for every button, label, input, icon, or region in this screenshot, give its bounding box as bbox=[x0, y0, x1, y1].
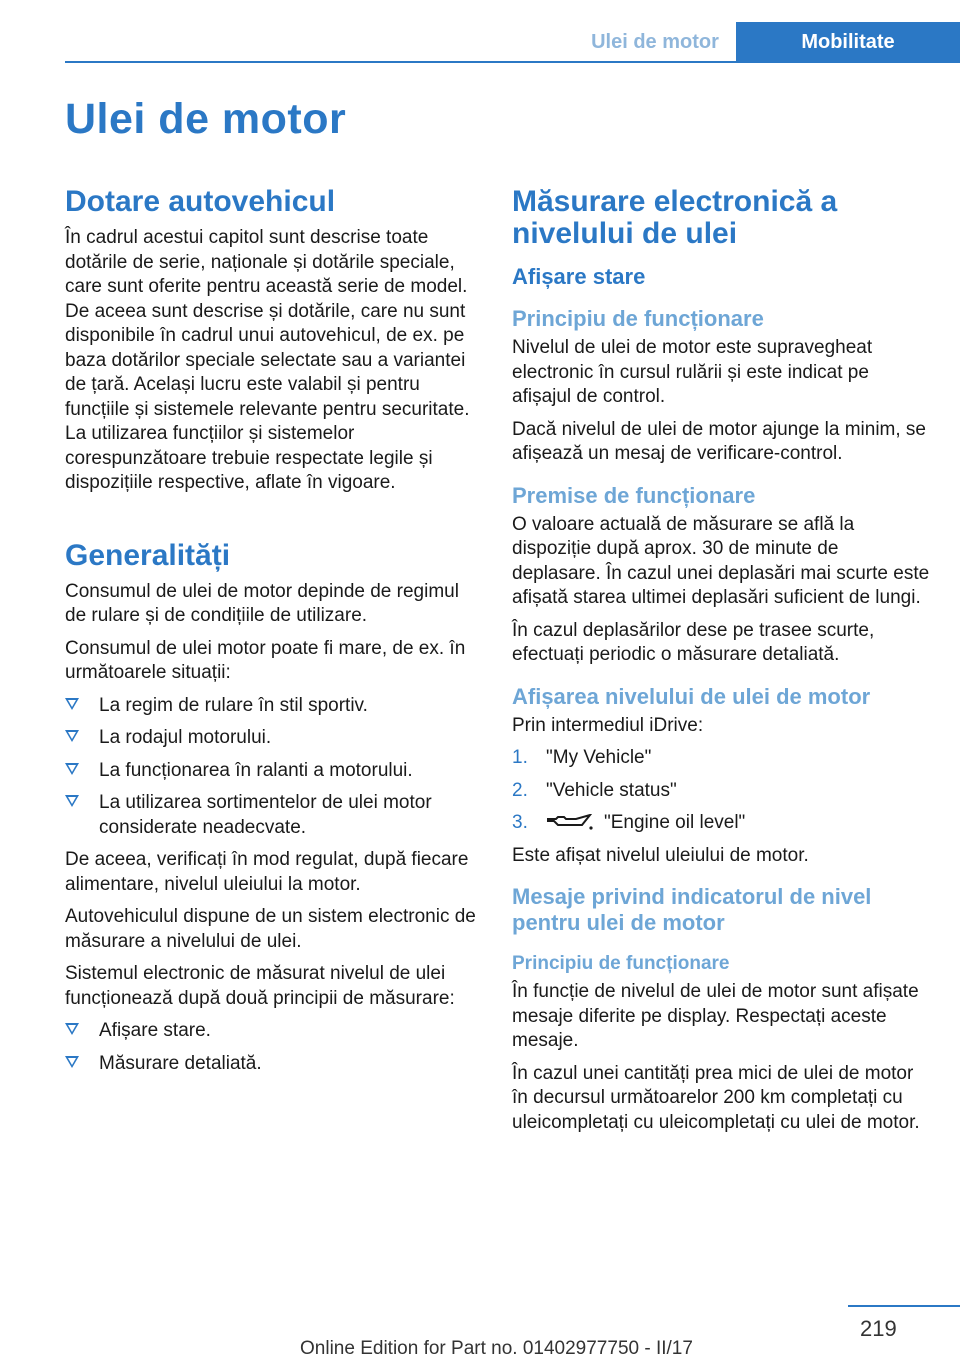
mesaje-paragraph: În funcție de nivelul de ulei de motor sunt afișate mesaje diferite pe display. Respectați aceste mesaje. bbox=[512, 981, 919, 1051]
bullet-triangle-icon bbox=[65, 795, 79, 807]
mesaje-heading: Mesaje privind indicatorul de nivel pentru ulei de motor bbox=[512, 884, 872, 935]
general-heading: Generalități bbox=[65, 538, 231, 572]
afisare-stare-heading: Afișare stare bbox=[512, 264, 646, 289]
bullet-triangle-icon bbox=[65, 1056, 79, 1068]
general-paragraph: Consumul de ulei motor poate fi mare, de ex. în următoarele situații: bbox=[65, 637, 466, 683]
list-item: La rodajul motorului. bbox=[65, 726, 483, 751]
measurement-heading: Măsurare electronică a nivelului de ulei bbox=[512, 185, 838, 250]
dotare-heading: Dotare autovehicul bbox=[65, 185, 336, 218]
list-item: 1. "My Vehicle" bbox=[512, 747, 652, 768]
dotare-text: În cadrul acestui capitol sunt descrise toate dotările de serie, naționale și dotările speciale, care sunt oferite pentru această serie de model. De aceea sunt descrise și dotările, care nu sunt disponibile în cadrul unui autovehicul, de ex. pe baza dotărilor speciale selectate sau a variantei de țară. Același lucru este valabil și pentru funcțiile și sistemele relevante pentru securitate. La utilizarea funcțiilor și sistemelor corespunzătoare trebuie respectate legile și dispozițiile respective, aflate în vigoare. bbox=[65, 227, 470, 493]
list-item: Afișare stare. bbox=[65, 1019, 483, 1044]
bullet-triangle-icon bbox=[65, 1023, 79, 1035]
bullet-triangle-icon bbox=[65, 763, 79, 775]
section-tab: Ulei de motor bbox=[591, 30, 719, 53]
general-paragraph: De aceea, verificați în mod regulat, după fiecare alimentare, nivelul uleiului la motor. bbox=[65, 849, 469, 895]
list-item: 3. "Engine oil level" bbox=[512, 812, 746, 833]
principles-list bbox=[65, 1019, 483, 1076]
principiu-heading: Principiu de funcționare bbox=[512, 306, 764, 331]
afisarea-result: Este afișat nivelul uleiului de motor. bbox=[512, 844, 809, 866]
page-title: Ulei de motor bbox=[65, 95, 347, 143]
principiu-paragraph: Nivelul de ulei de motor este supravegheat electronic în cursul rulării și este indicat pe afișajul de control. bbox=[512, 337, 873, 407]
situations-list bbox=[65, 694, 483, 841]
general-paragraph: Autovehiculul dispune de un sistem electronic de măsurare a nivelului de ulei. bbox=[65, 906, 476, 952]
afisarea-intro: Prin intermediul iDrive: bbox=[512, 714, 704, 736]
left-column bbox=[65, 186, 483, 1084]
list-item: La utilizarea sortimentelor de ulei motor considerate neadecvate. bbox=[65, 791, 483, 840]
list-item: La funcționarea în ralanti a motorului. bbox=[65, 759, 483, 784]
afisarea-heading: Afișarea nivelului de ulei de motor bbox=[512, 683, 871, 709]
mesaje-principiu-heading: Principiu de funcționare bbox=[512, 953, 730, 974]
list-item: 2. "Vehicle status" bbox=[512, 779, 677, 801]
mesaje-paragraph: În cazul unei cantități prea mici de ulei de motor în decursul următoarelor 200 km completați cu uleicompletați cu uleicompletați cu ulei de motor. bbox=[512, 1062, 920, 1133]
list-item: Măsurare detaliată. bbox=[65, 1052, 483, 1077]
right-column bbox=[512, 186, 932, 1143]
page-number: 219 bbox=[860, 1316, 897, 1341]
general-paragraph: Consumul de ulei de motor depinde de regimul de rulare și de condițiile de utilizare. bbox=[65, 580, 459, 626]
premise-heading: Premise de funcționare bbox=[512, 482, 756, 508]
edition-note: Online Edition for Part no. 01402977750 - II/17 bbox=[300, 1338, 693, 1359]
list-item: La regim de rulare în stil sportiv. bbox=[65, 694, 483, 719]
chapter-tab: Mobilitate bbox=[736, 22, 960, 62]
bullet-triangle-icon bbox=[65, 698, 79, 710]
oil-can-icon bbox=[546, 814, 594, 832]
top-bar bbox=[0, 0, 960, 62]
general-paragraph: Sistemul electronic de măsurat nivelul de ulei funcționează după două principii de măsurare: bbox=[65, 963, 455, 1009]
footer-rule bbox=[848, 1305, 960, 1307]
steps-list bbox=[512, 746, 932, 836]
bullet-triangle-icon bbox=[65, 730, 79, 742]
premise-paragraph: O valoare actuală de măsurare se află la dispoziție după aprox. 30 de minute de deplasare. În cazul unei deplasări mai scurte este afișată starea ultimei deplasări suficient de lungi. bbox=[512, 513, 930, 608]
premise-paragraph: În cazul deplasărilor dese pe trasee scurte, efectuați periodic o măsurare detaliată. bbox=[512, 619, 875, 665]
header-rule bbox=[65, 61, 960, 63]
principiu-paragraph: Dacă nivelul de ulei de motor ajunge la minim, se afișează un mesaj de verificare-control. bbox=[512, 418, 926, 464]
